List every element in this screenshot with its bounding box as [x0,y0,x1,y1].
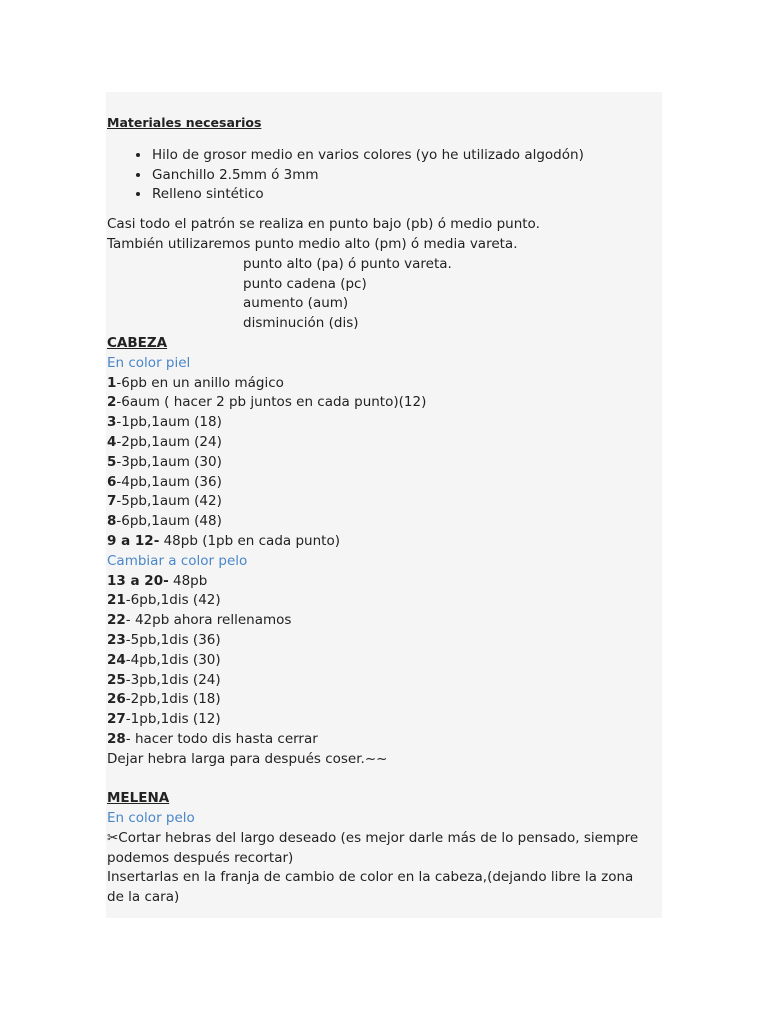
row-number: 27 [107,711,126,728]
row-text: - hacer todo dis hasta cerrar [125,730,318,747]
document-content [107,113,652,908]
intro-line: Casi todo el patrón se realiza en punto bajo (pb) ó medio punto. [107,216,540,233]
row-number: 28 [107,730,126,747]
row-text: 48pb (1pb en cada punto) [159,532,340,549]
pattern-row [107,651,652,671]
pattern-row [107,374,652,394]
pattern-row [107,671,652,691]
row-number: 13 a 20- [107,572,169,589]
row-text: -2pb,1aum (24) [116,433,222,450]
intro-indented-line: punto cadena (pc) [243,275,367,292]
row-text: -3pb,1dis (24) [125,671,221,688]
row-number: 7 [107,493,117,510]
pattern-row [107,492,652,512]
pattern-row [107,512,652,532]
row-number: 9 a 12- [107,532,160,549]
melena-paragraph: ✂Cortar hebras del largo deseado (es mejor darle más de lo pensado, siempre podemos después recortar) [107,829,639,866]
cabeza-heading: CABEZA [107,334,168,351]
row-number: 25 [107,671,126,688]
materials-heading: Materiales necesarios [107,115,262,130]
color-note: En color pelo [107,810,195,827]
row-number: 23 [107,631,126,648]
row-number: 24 [107,651,126,668]
row-number: 26 [107,691,126,708]
pattern-row [107,473,652,493]
pattern-row [107,413,652,433]
closing-note: Dejar hebra larga para después coser.~~ [107,750,388,767]
list-item: • Relleno sintético [151,185,652,205]
row-number: 3 [107,414,117,431]
color-note: Cambiar a color pelo [107,552,248,569]
melena-heading: MELENA [107,790,170,807]
pattern-row [107,611,652,631]
row-text: - 42pb ahora rellenamos [125,612,292,629]
row-number: 4 [107,433,117,450]
spacer [107,770,652,790]
list-item: • Ganchillo 2.5mm ó 3mm [151,166,652,186]
row-text: -1pb,1aum (18) [116,414,222,431]
row-text: -4pb,1dis (30) [125,651,221,668]
row-text: -2pb,1dis (18) [125,691,221,708]
pattern-row [107,710,652,730]
pattern-row [107,393,652,413]
row-text: -3pb,1aum (30) [116,453,222,470]
row-number: 8 [107,513,117,530]
pattern-row [107,532,652,552]
row-number: 2 [107,394,117,411]
pattern-row [107,591,652,611]
intro-indented-line: disminución (dis) [243,315,359,332]
row-number: 1 [107,374,117,391]
row-number: 21 [107,592,126,609]
row-text: 48pb [168,572,208,589]
row-text: -5pb,1aum (42) [116,493,222,510]
row-number: 22 [107,612,126,629]
pattern-row [107,572,652,592]
row-text: -5pb,1dis (36) [125,631,221,648]
intro-indented-line: punto alto (pa) ó punto vareta. [243,255,452,272]
row-text: -4pb,1aum (36) [116,473,222,490]
row-text: -6pb en un anillo mágico [116,374,284,391]
intro-line: También utilizaremos punto medio alto (pm) ó media vareta. [107,235,518,252]
intro-indented-line: aumento (aum) [243,295,349,312]
row-text: -6pb,1aum (48) [116,513,222,530]
row-number: 5 [107,453,117,470]
row-number: 6 [107,473,117,490]
pattern-row [107,690,652,710]
list-item: • Hilo de grosor medio en varios colores (yo he utilizado algodón) [151,146,652,166]
row-text: -6pb,1dis (42) [125,592,221,609]
row-text: -6aum ( hacer 2 pb juntos en cada punto)(12) [116,394,427,411]
pattern-row [107,730,652,750]
row-text: -1pb,1dis (12) [125,711,221,728]
melena-paragraph: Insertarlas en la franja de cambio de color en la cabeza,(dejando libre la zona de la cara) [107,869,634,906]
pattern-row [107,433,652,453]
pattern-row [107,631,652,651]
pattern-row [107,453,652,473]
color-note: En color piel [107,354,191,371]
materials-list [107,146,652,205]
